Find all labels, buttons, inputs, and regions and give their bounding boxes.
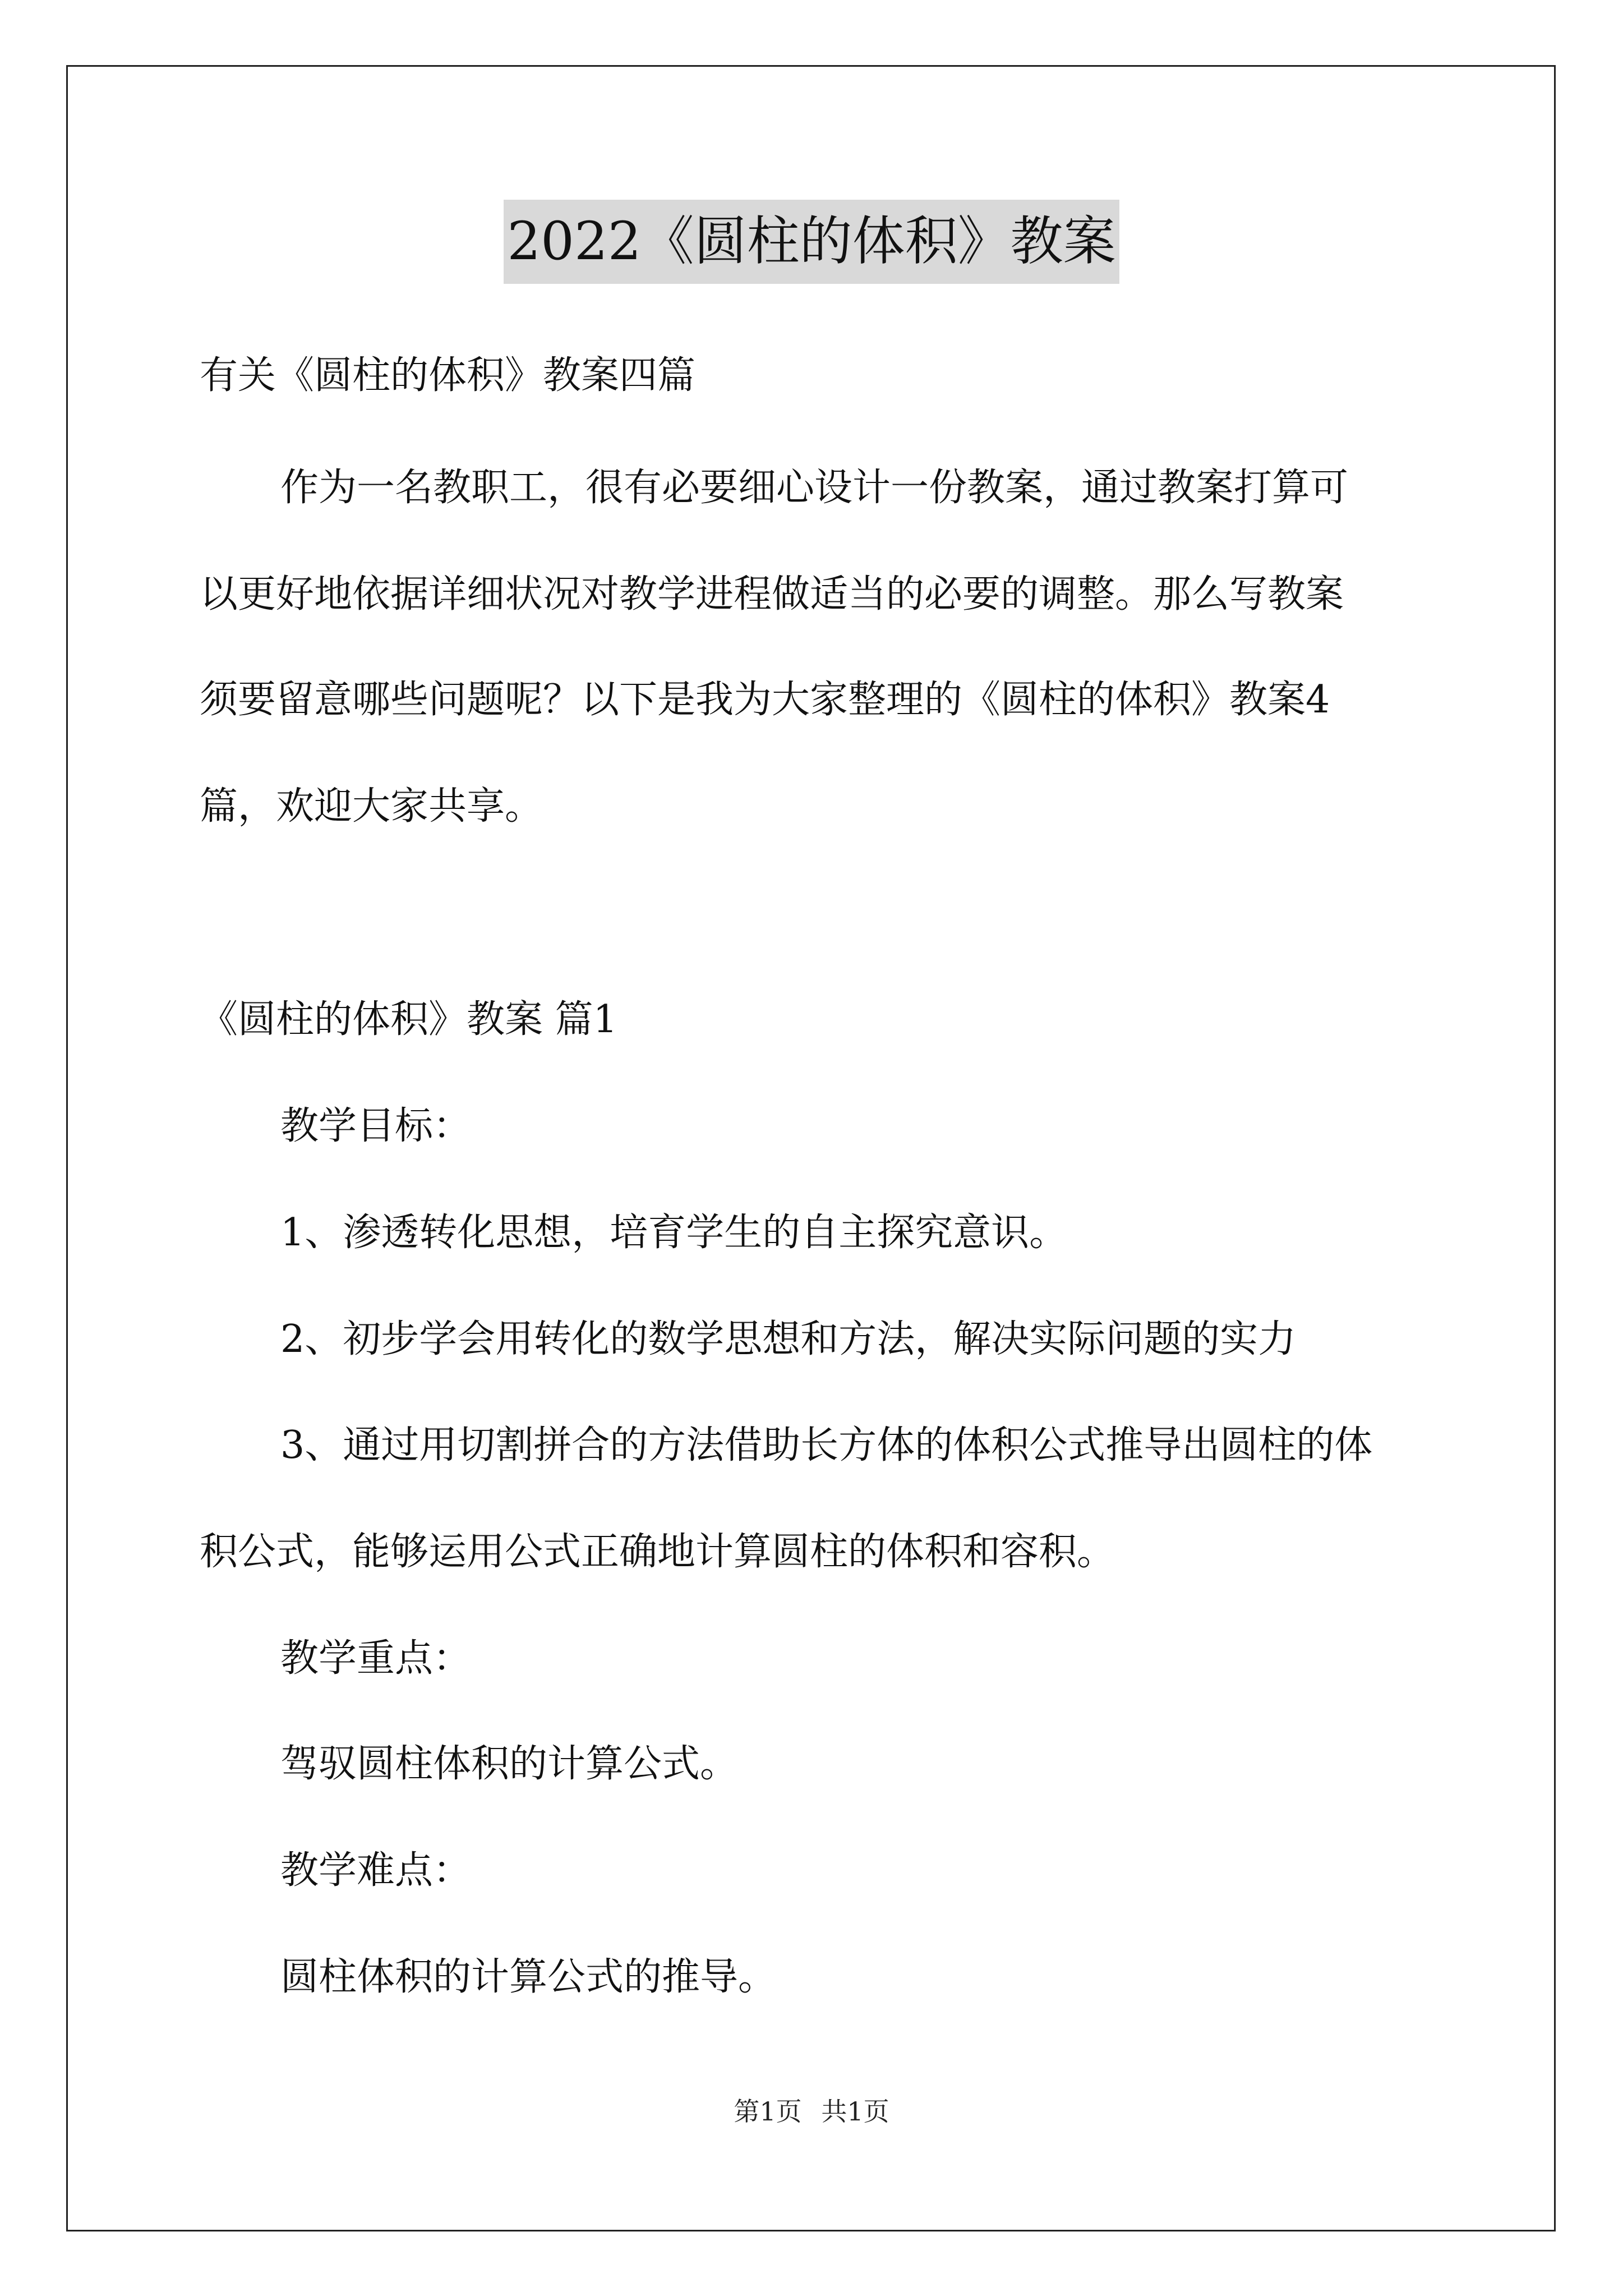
section-heading: 《圆柱的体积》教案 篇1 [200,997,617,1042]
key-point-label: 教学重点： [280,1636,472,1681]
key-point-text: 驾驭圆柱体积的计算公式。 [280,1742,739,1786]
goals-label: 教学目标： [280,1104,472,1148]
difficulty-label: 教学难点： [280,1848,472,1893]
document-subtitle: 有关《圆柱的体积》教案四篇 [200,353,696,398]
intro-line-3: 须要留意哪些问题呢？以下是我为大家整理的《圆柱的体积》教案4 [200,678,1330,722]
intro-line-4: 篇，欢迎大家共享。 [200,784,543,829]
page-footer [0,2095,1623,2128]
title-container [0,200,1623,284]
document-title: 2022《圆柱的体积》教案 [504,200,1119,284]
goal-item-1: 1、渗透转化思想，培育学生的自主探究意识。 [280,1211,1068,1255]
page-total: 共1页 [821,2096,889,2127]
goal-item-3-line-2: 积公式，能够运用公式正确地计算圆柱的体积和容积。 [200,1530,1115,1574]
intro-line-1: 作为一名教职工，很有必要细心设计一份教案，通过教案打算可 [280,466,1349,510]
difficulty-text: 圆柱体积的计算公式的推导。 [280,1955,777,1999]
goal-item-2: 2、初步学会用转化的数学思想和方法，解决实际问题的实力 [280,1317,1297,1361]
page-number: 第1页 [734,2096,802,2127]
intro-line-2: 以更好地依据详细状况对教学进程做适当的必要的调整。那么写教案 [200,572,1344,616]
goal-item-3-line-1: 3、通过用切割拼合的方法借助长方体的体积公式推导出圆柱的体 [280,1423,1373,1467]
